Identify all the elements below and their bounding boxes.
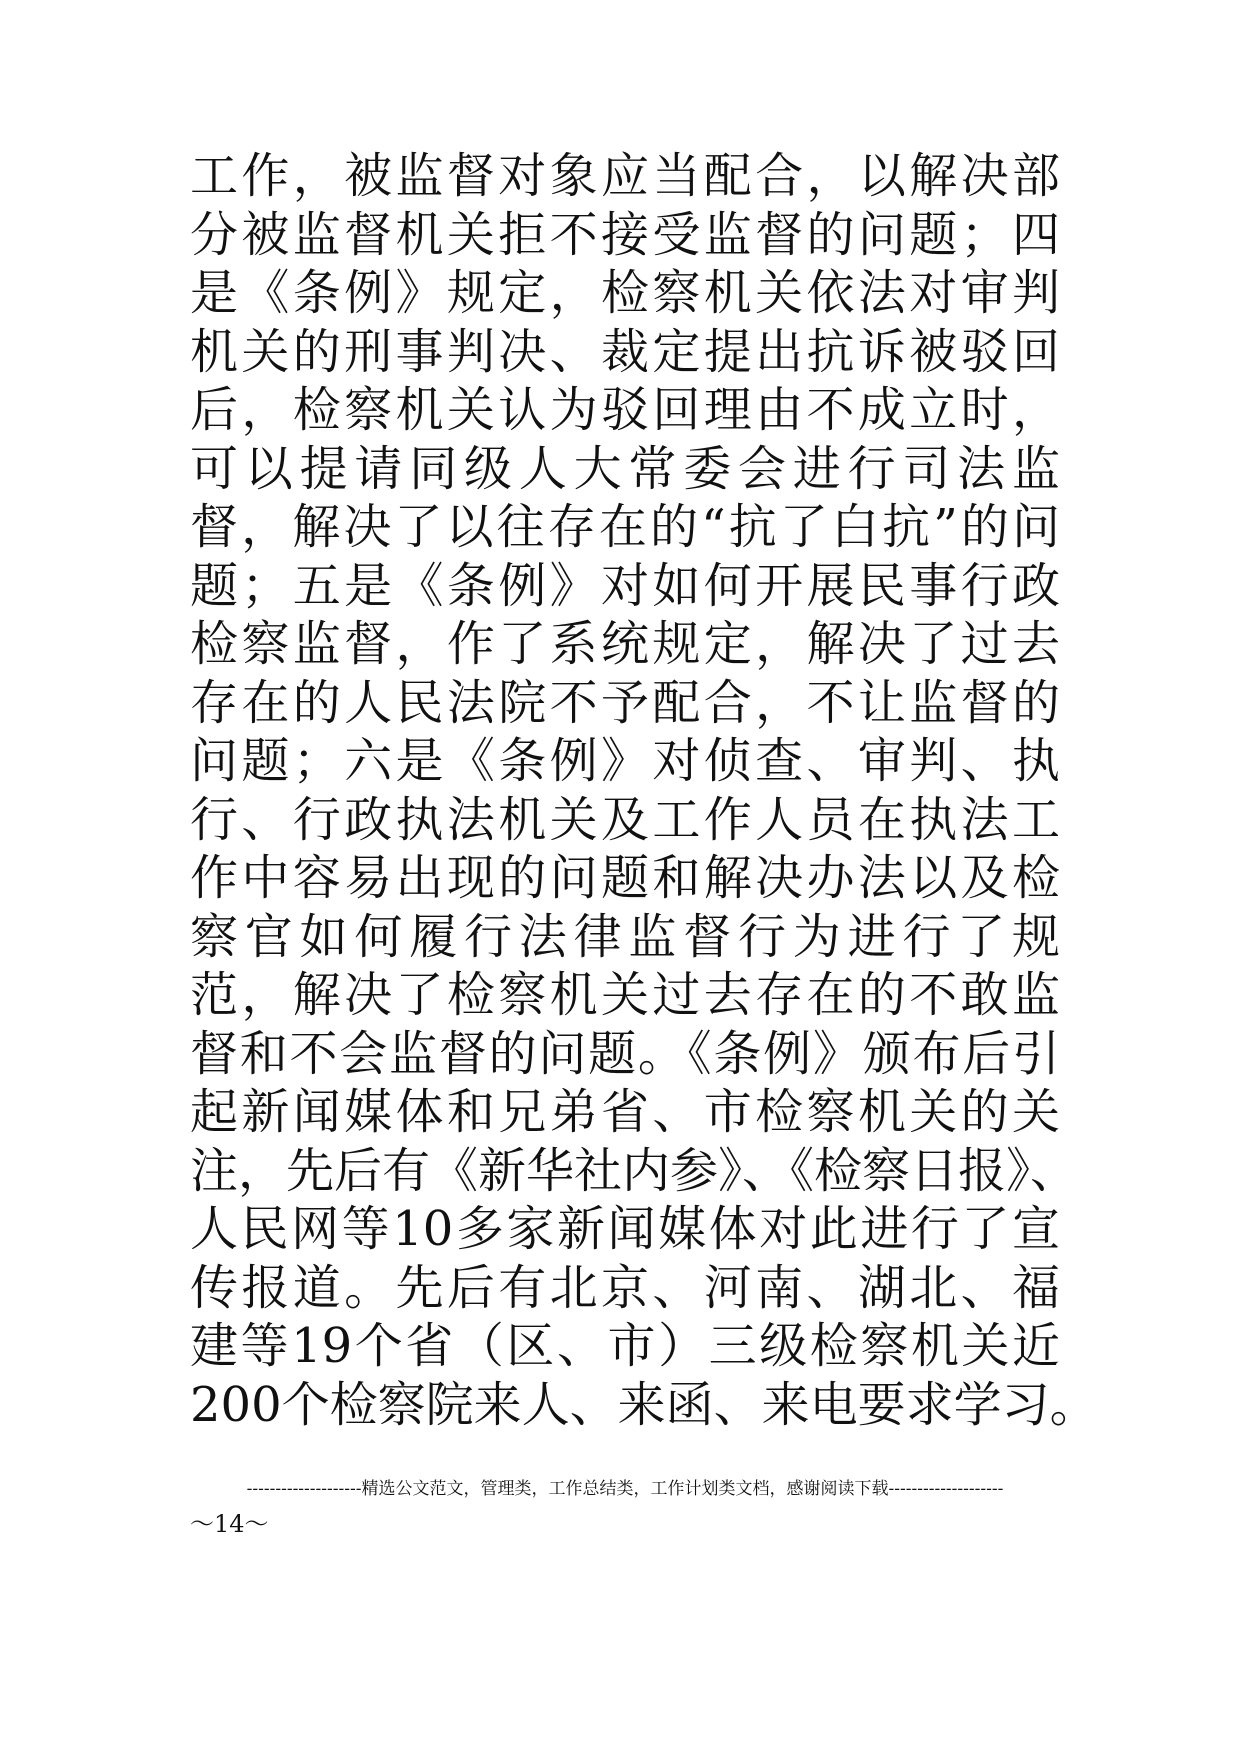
body-line: 注，先后有《新华社内参》、《检察日报》、 xyxy=(190,1142,1079,1199)
footer-banner: --------------------精选公文范文，管理类，工作总结类，工作计划类文档，感谢阅读下载-------------------- xyxy=(246,1479,1004,1499)
body-line: 检察监督，作了系统规定，解决了过去 xyxy=(190,616,1060,672)
body-line: 督，解决了以往存在的“抗了白抗”的问 xyxy=(190,499,1060,555)
body-line: 后，检察机关认为驳回理由不成立时， xyxy=(190,382,1060,438)
body-line: 可以提请同级人大常委会进行司法监 xyxy=(190,440,1060,497)
body-line: 察官如何履行法律监督行为进行了规 xyxy=(190,908,1060,965)
body-line: 起新闻媒体和兄弟省、市检察机关的关 xyxy=(190,1084,1060,1140)
body-line: 行、行政执法机关及工作人员在执法工 xyxy=(190,791,1060,848)
body-line: 分被监督机关拒不接受监督的问题；四 xyxy=(190,206,1060,263)
body-line: 机关的刑事判决、裁定提出抗诉被驳回 xyxy=(190,323,1060,380)
body-line: 人民网等10多家新闻媒体对此进行了宣 xyxy=(190,1201,1060,1257)
body-line: 存在的人民法院不予配合，不让监督的 xyxy=(190,674,1060,731)
body-line: 题；五是《条例》对如何开展民事行政 xyxy=(190,557,1060,614)
body-line: 作中容易出现的问题和解决办法以及检 xyxy=(190,850,1060,906)
body-line: 问题；六是《条例》对侦查、审判、执 xyxy=(190,733,1060,789)
body-line: 传报道。先后有北京、河南、湖北、福 xyxy=(190,1259,1060,1316)
body-line: 工作，被监督对象应当配合，以解决部 xyxy=(190,148,1060,204)
page-number: ～14～ xyxy=(190,1510,269,1538)
body-line: 建等19个省（区、市）三级检察机关近 xyxy=(190,1318,1060,1374)
document-body xyxy=(190,147,1098,1434)
body-line: 是《条例》规定，检察机关依法对审判 xyxy=(190,265,1060,321)
body-line: 200个检察院来人、来函、来电要求学习。 xyxy=(190,1376,1098,1433)
body-line: 范，解决了检察机关过去存在的不敢监 xyxy=(190,967,1060,1023)
body-line: 督和不会监督的问题。《条例》颁布后引 xyxy=(190,1025,1060,1082)
